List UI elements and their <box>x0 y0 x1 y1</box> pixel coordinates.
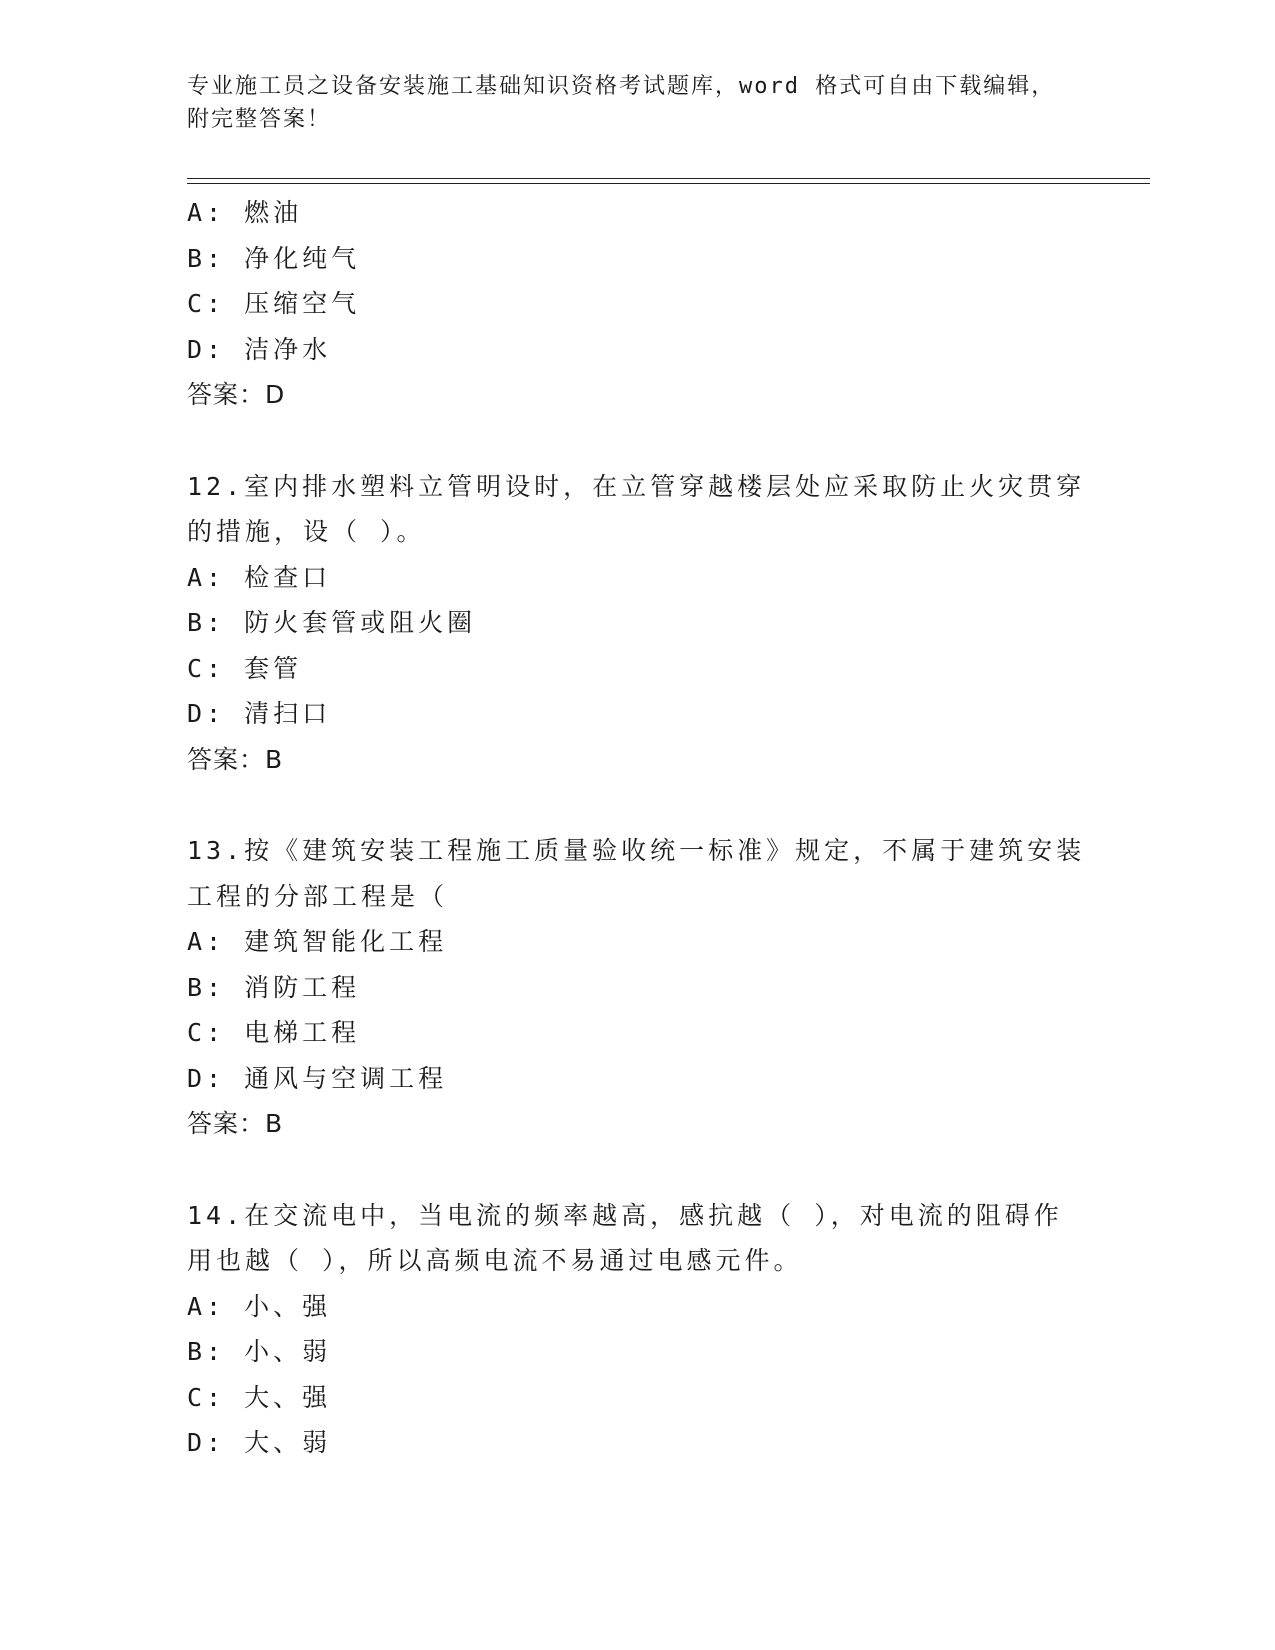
question-14 <box>187 1193 1087 1466</box>
option-d: D: 清扫口 <box>187 699 332 728</box>
option-a: A: 建筑智能化工程 <box>187 927 448 956</box>
question-spacer <box>187 782 1087 828</box>
document-header <box>187 70 1087 136</box>
option-b: B: 防火套管或阻火圈 <box>187 608 477 637</box>
question-stem-line-2: 工程的分部工程是（ <box>187 881 449 911</box>
question-spacer <box>187 1147 1087 1193</box>
option-a: A: 小、强 <box>187 1291 332 1321</box>
header-divider-bottom <box>187 183 1150 184</box>
option-c: C: 电梯工程 <box>187 1018 361 1047</box>
option-c: C: 套管 <box>187 653 303 683</box>
option-d: D: 洁净水 <box>187 334 332 364</box>
option-d: D: 通风与空调工程 <box>187 1063 448 1093</box>
answer-line: 答案：D <box>187 380 286 409</box>
question-stem-line-1: 14.在交流电中，当电流的频率越高，感抗越（ ），对电流的阻碍作 <box>187 1200 1063 1230</box>
option-b: B: 净化纯气 <box>187 243 361 273</box>
option-d: D: 大、弱 <box>187 1428 332 1457</box>
question-13 <box>187 828 1087 1147</box>
question-stem-line-1: 13.按《建筑安装工程施工质量验收统一标准》规定，不属于建筑安装 <box>187 836 1086 865</box>
question-spacer <box>187 418 1087 464</box>
question-stem-line-2: 的措施，设（ ）。 <box>187 517 426 546</box>
option-c: C: 大、强 <box>187 1382 332 1412</box>
question-12 <box>187 464 1087 783</box>
header-line-1: 专业施工员之设备安装施工基础知识资格考试题库，word 格式可自由下载编辑， <box>187 74 1056 99</box>
question-stem-line-2: 用也越（ ），所以高频电流不易通过电感元件。 <box>187 1246 803 1275</box>
answer-line: 答案：B <box>187 1109 284 1138</box>
answer-line: 答案：B <box>187 744 284 774</box>
question-stem-line-1: 12.室内排水塑料立管明设时，在立管穿越楼层处应采取防止火灾贯穿 <box>187 471 1086 501</box>
option-a: A: 燃油 <box>187 198 303 227</box>
option-c: C: 压缩空气 <box>187 289 361 318</box>
header-line-2: 附完整答案！ <box>187 107 332 132</box>
question-11 <box>187 190 1087 418</box>
header-divider-top <box>187 178 1150 179</box>
option-a: A: 检查口 <box>187 562 332 592</box>
option-b: B: 消防工程 <box>187 972 361 1002</box>
option-b: B: 小、弱 <box>187 1337 332 1366</box>
question-list <box>187 190 1087 1466</box>
